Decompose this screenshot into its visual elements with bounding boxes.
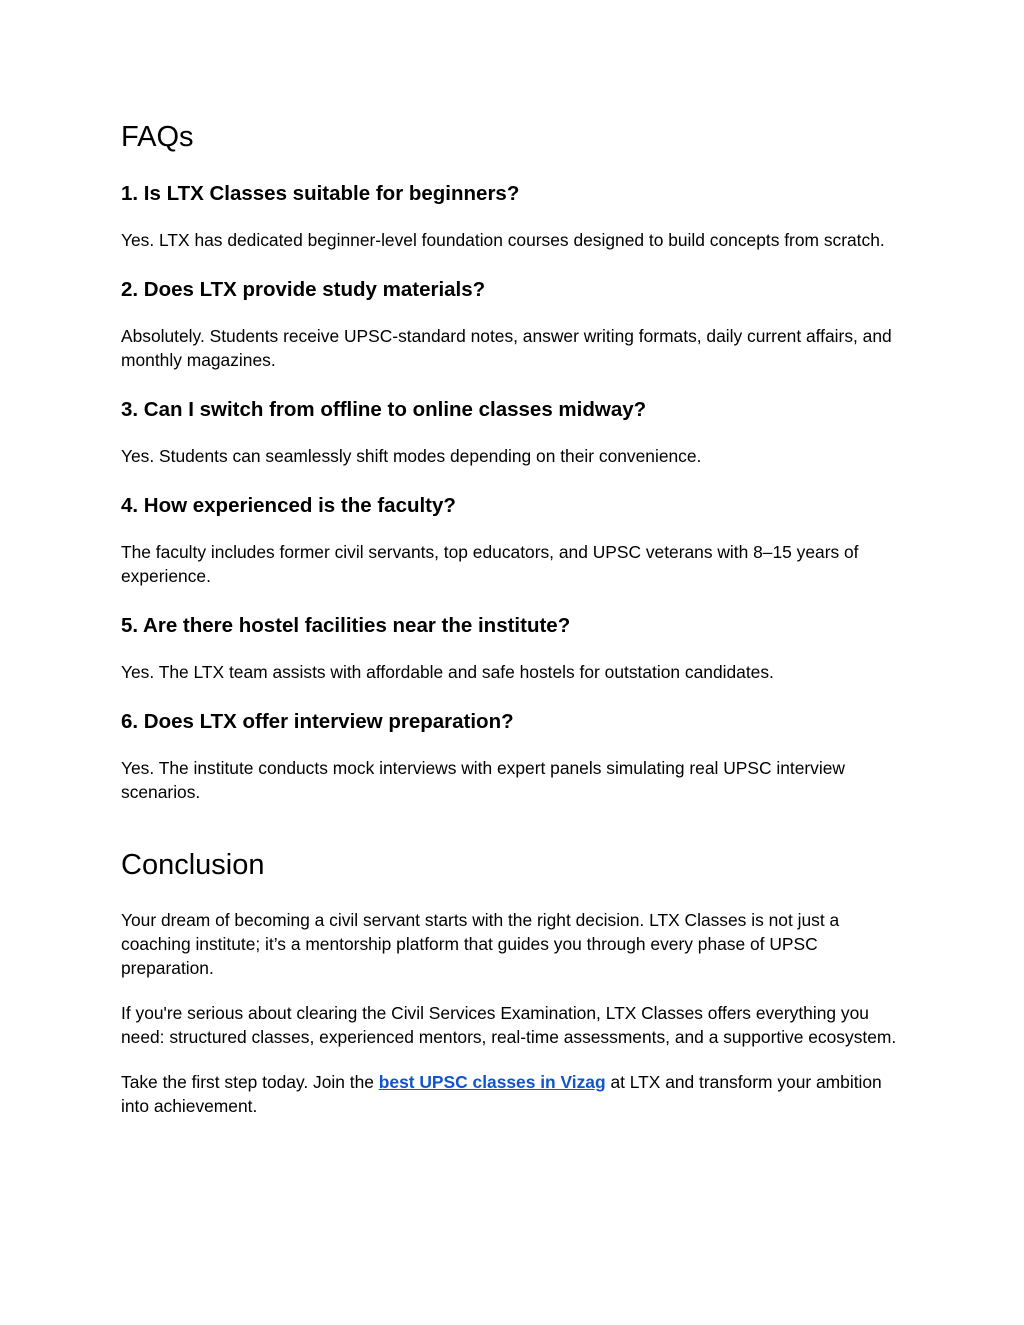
faq-question: 6. Does LTX offer interview preparation? <box>121 710 514 733</box>
faq-item <box>121 492 911 588</box>
faq-answer: Yes. The institute conducts mock interviews with expert panels simulating real UPSC interview scenarios. <box>121 758 845 802</box>
faq-item <box>121 276 911 372</box>
document-content <box>121 116 911 1139</box>
faq-answer: Yes. Students can seamlessly shift modes depending on their convenience. <box>121 446 702 466</box>
faq-answer: The faculty includes former civil servants, top educators, and UPSC veterans with 8–15 years of experience. <box>121 542 859 586</box>
faq-answer: Yes. LTX has dedicated beginner-level foundation courses designed to build concepts from scratch. <box>121 230 885 250</box>
conclusion-text-before-link: Take the first step today. Join the <box>121 1072 379 1092</box>
conclusion-paragraph-1: Your dream of becoming a civil servant starts with the right decision. LTX Classes is not just a coaching institute; it’s a mentorship platform that guides you through every phase of UPSC preparation. <box>121 910 840 978</box>
faq-item <box>121 612 911 684</box>
faq-answer: Yes. The LTX team assists with affordable and safe hostels for outstation candidates. <box>121 662 774 682</box>
faqs-heading: FAQs <box>121 121 194 153</box>
faq-question: 2. Does LTX provide study materials? <box>121 278 486 301</box>
faq-question: 4. How experienced is the faculty? <box>121 494 456 517</box>
conclusion-heading: Conclusion <box>121 849 265 881</box>
faq-item <box>121 180 911 252</box>
faq-item <box>121 396 911 468</box>
faq-list <box>121 180 911 804</box>
faq-item <box>121 708 911 804</box>
faq-question: 1. Is LTX Classes suitable for beginners? <box>121 182 520 205</box>
conclusion-text-after-link: at LTX and transform your ambition into achievement. <box>121 1072 882 1116</box>
faq-question: 5. Are there hostel facilities near the institute? <box>121 614 571 637</box>
conclusion-paragraph-3 <box>121 1070 911 1118</box>
faq-answer: Absolutely. Students receive UPSC-standard notes, answer writing formats, daily current affairs, and monthly magazines. <box>121 326 892 370</box>
conclusion-paragraph-2: If you're serious about clearing the Civil Services Examination, LTX Classes offers everything you need: structured classes, experienced mentors, real-time assessments, and a supportive ecosystem. <box>121 1003 897 1047</box>
best-upsc-classes-link[interactable]: best UPSC classes in Vizag <box>378 1072 606 1092</box>
faq-question: 3. Can I switch from offline to online classes midway? <box>121 398 647 421</box>
